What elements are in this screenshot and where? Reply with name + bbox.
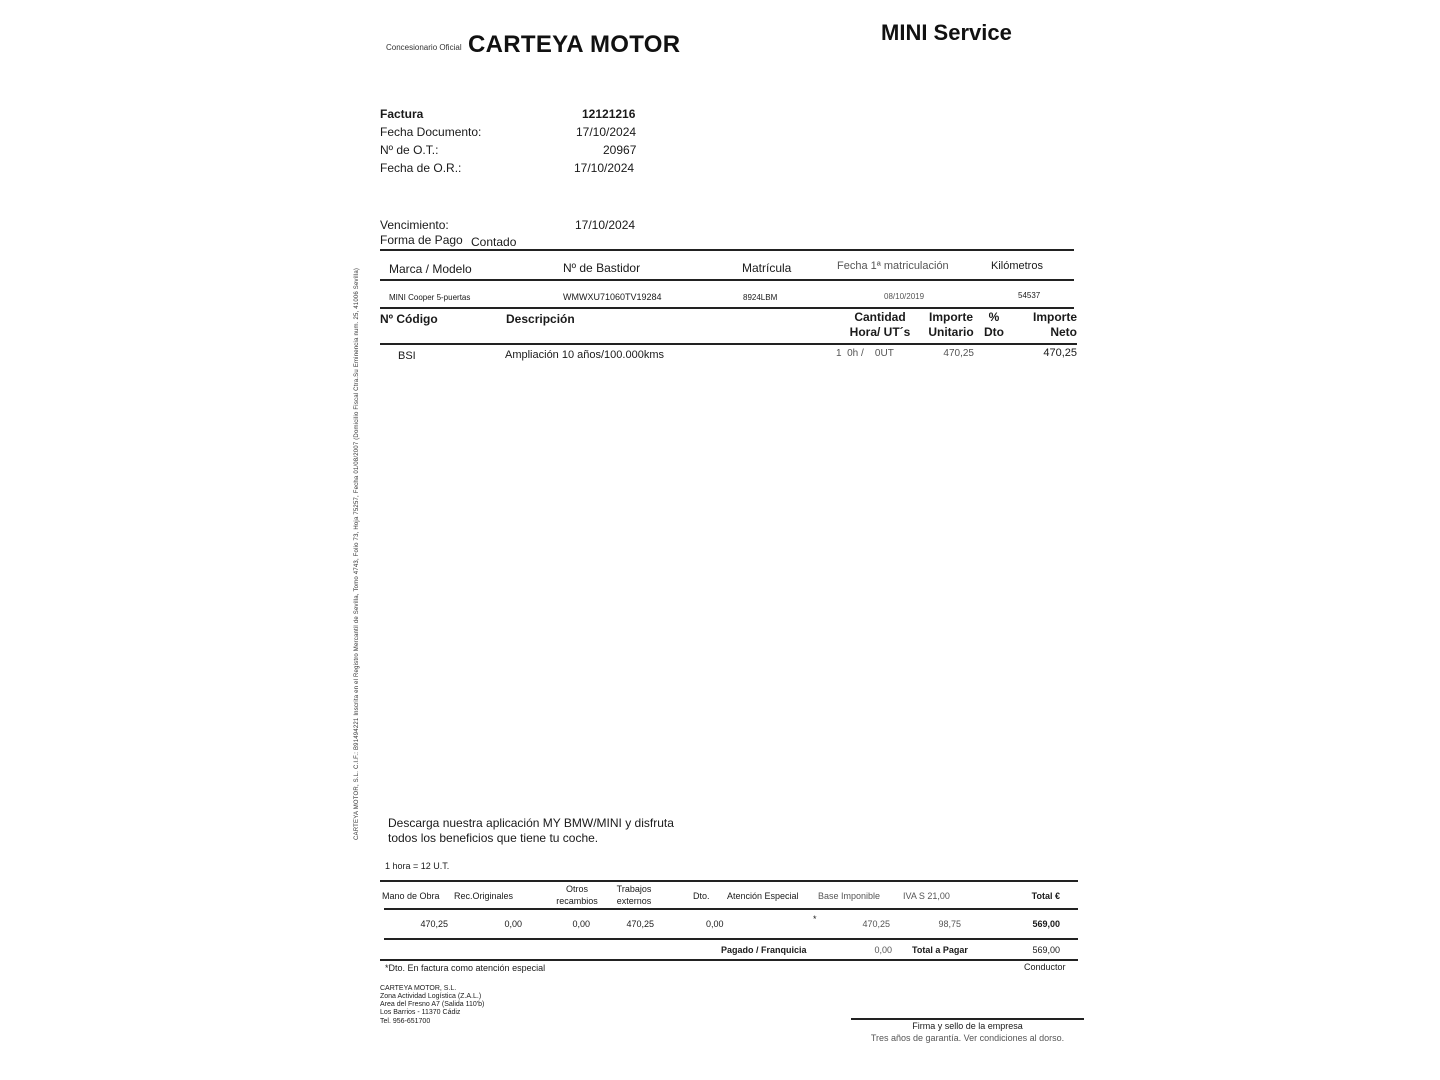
totals-base: 470,25 [862, 919, 890, 929]
total-pagar-value: 569,00 [1032, 945, 1060, 955]
ot-label: Nº de O.T.: [380, 143, 439, 157]
totals-header-rec-orig: Rec.Originales [454, 891, 514, 901]
lines-header-importe-1: Importe [928, 310, 973, 324]
forma-pago-value: Contado [471, 235, 517, 249]
lines-header-dto-1: % [988, 310, 1000, 324]
item-neto: 470,25 [1043, 347, 1077, 359]
address-line: Los Barrios - 11370 Cádiz [380, 1009, 461, 1016]
fecha-or-value: 17/10/2024 [574, 161, 635, 175]
dto-note: *Dto. En factura como atención especial [385, 963, 546, 973]
forma-pago-label: Forma de Pago [380, 233, 463, 247]
brand-name: CARTEYA MOTOR [468, 31, 681, 58]
totals-header-otros-1: Otros [565, 884, 588, 894]
vehicle-header-km: Kilómetros [991, 260, 1043, 272]
totals-iva: 98,75 [938, 919, 961, 929]
vehicle-header-bastidor: Nº de Bastidor [563, 261, 641, 275]
service-title: MINI Service [881, 20, 1012, 45]
factura-value: 12121216 [582, 107, 636, 121]
totals-total: 569,00 [1032, 919, 1060, 929]
item-codigo: BSI [398, 350, 416, 362]
promo-line-1: Descarga nuestra aplicación MY BMW/MINI y disfruta [388, 816, 674, 830]
fecha-doc-value: 17/10/2024 [576, 125, 637, 139]
firma-label: Firma y sello de la empresa [912, 1021, 1023, 1031]
address-line: Tel. 956-651700 [380, 1018, 431, 1025]
vehicle-header-matricula: Matrícula [742, 261, 792, 275]
conductor-label: Conductor [1024, 962, 1066, 972]
fecha-doc-label: Fecha Documento: [380, 125, 482, 139]
lines-header-dto-2: Dto [984, 325, 1004, 339]
totals-rec-orig: 0,00 [504, 919, 522, 929]
vehicle-km: 54537 [1018, 291, 1041, 300]
lines-header-codigo: Nº Código [380, 312, 438, 326]
pagado-value: 0,00 [874, 945, 892, 955]
address-line: Zona Actividad Logística (Z.A.L.) [380, 993, 482, 1000]
address-line: CARTEYA MOTOR, S.L. [380, 985, 457, 992]
vehicle-bastidor: WMWXU71060TV19284 [563, 292, 662, 302]
vehicle-top-rule [380, 249, 1074, 251]
garantia-note: Tres años de garantía. Ver condiciones al dorso. [870, 1033, 1065, 1043]
item-unitario: 470,25 [943, 348, 974, 359]
promo-line-2: todos los beneficios que tiene tu coche. [388, 831, 599, 845]
vehicle-marca: MINI Cooper 5-puertas [389, 293, 471, 302]
vehicle-header-marca: Marca / Modelo [389, 262, 472, 276]
item-cantidad: 1 0h / 0UT [836, 348, 894, 359]
dealer-label: Concesionario Oficial [386, 43, 462, 52]
signature-rule [851, 1018, 1084, 1020]
fecha-or-label: Fecha de O.R.: [380, 161, 462, 175]
totals-header-total: Total € [1031, 891, 1060, 901]
totals-header-base: Base Imponible [818, 891, 881, 901]
lines-header-cantidad-2: Hora/ UT´s [849, 325, 911, 339]
totals-header-otros-2: recambios [556, 896, 598, 906]
totals-header-trab-2: externos [616, 896, 652, 906]
totals-otros: 0,00 [572, 919, 590, 929]
vehicle-mid-rule [380, 279, 1074, 281]
totals-trab: 470,25 [626, 919, 654, 929]
totals-atencion: * [813, 914, 817, 924]
ot-value: 20967 [603, 143, 637, 157]
totals-header-mano-obra: Mano de Obra [382, 891, 440, 901]
address-line: Area del Fresno A7 (Salida 110'b) [380, 1001, 485, 1008]
lines-header-rule [380, 343, 1077, 345]
pagado-label: Pagado / Franquicia [721, 945, 807, 955]
hora-note: 1 hora = 12 U.T. [385, 861, 450, 871]
lines-header-neto-2: Neto [1050, 325, 1077, 339]
totals-top-rule [380, 880, 1078, 882]
side-legal-text: CARTEYA MOTOR, S.L. C.I.F.: B91494221 Inscrita en el Registro Mercantil de Sevilla, Tomo 4743, Folio 73, Hoja 75257, Fecha 01/08/2007 (Domicilio Fiscal Ctra.Su Eminencia num. 25, 41006 Sevilla) [354, 267, 360, 840]
totals-header-iva: IVA S 21,00 [903, 891, 950, 901]
totals-bottom-rule [380, 959, 1078, 961]
totals-header-trab-1: Trabajos [616, 884, 652, 894]
vencimiento-value: 17/10/2024 [575, 218, 636, 232]
totals-mano-obra: 470,25 [420, 919, 448, 929]
factura-label: Factura [380, 107, 424, 121]
total-pagar-label: Total a Pagar [912, 945, 968, 955]
lines-header-importe-2: Unitario [928, 325, 974, 339]
lines-header-cantidad-1: Cantidad [854, 310, 906, 324]
vehicle-matricula: 8924LBM [743, 293, 778, 302]
vehicle-header-fecha: Fecha 1ª matriculación [837, 260, 949, 272]
item-descripcion: Ampliación 10 años/100.000kms [505, 349, 664, 361]
totals-header-atencion: Atención Especial [727, 891, 799, 901]
totals-row-rule [384, 938, 1078, 940]
totals-header-dto: Dto. [693, 891, 710, 901]
lines-header-descripcion: Descripción [506, 312, 575, 326]
lines-header-neto-1: Importe [1032, 310, 1077, 324]
vehicle-fecha-matric: 08/10/2019 [884, 292, 925, 301]
vehicle-bottom-rule [380, 307, 1074, 309]
totals-mid-rule [384, 908, 1078, 910]
vencimiento-label: Vencimiento: [380, 218, 449, 232]
totals-dto: 0,00 [706, 919, 724, 929]
